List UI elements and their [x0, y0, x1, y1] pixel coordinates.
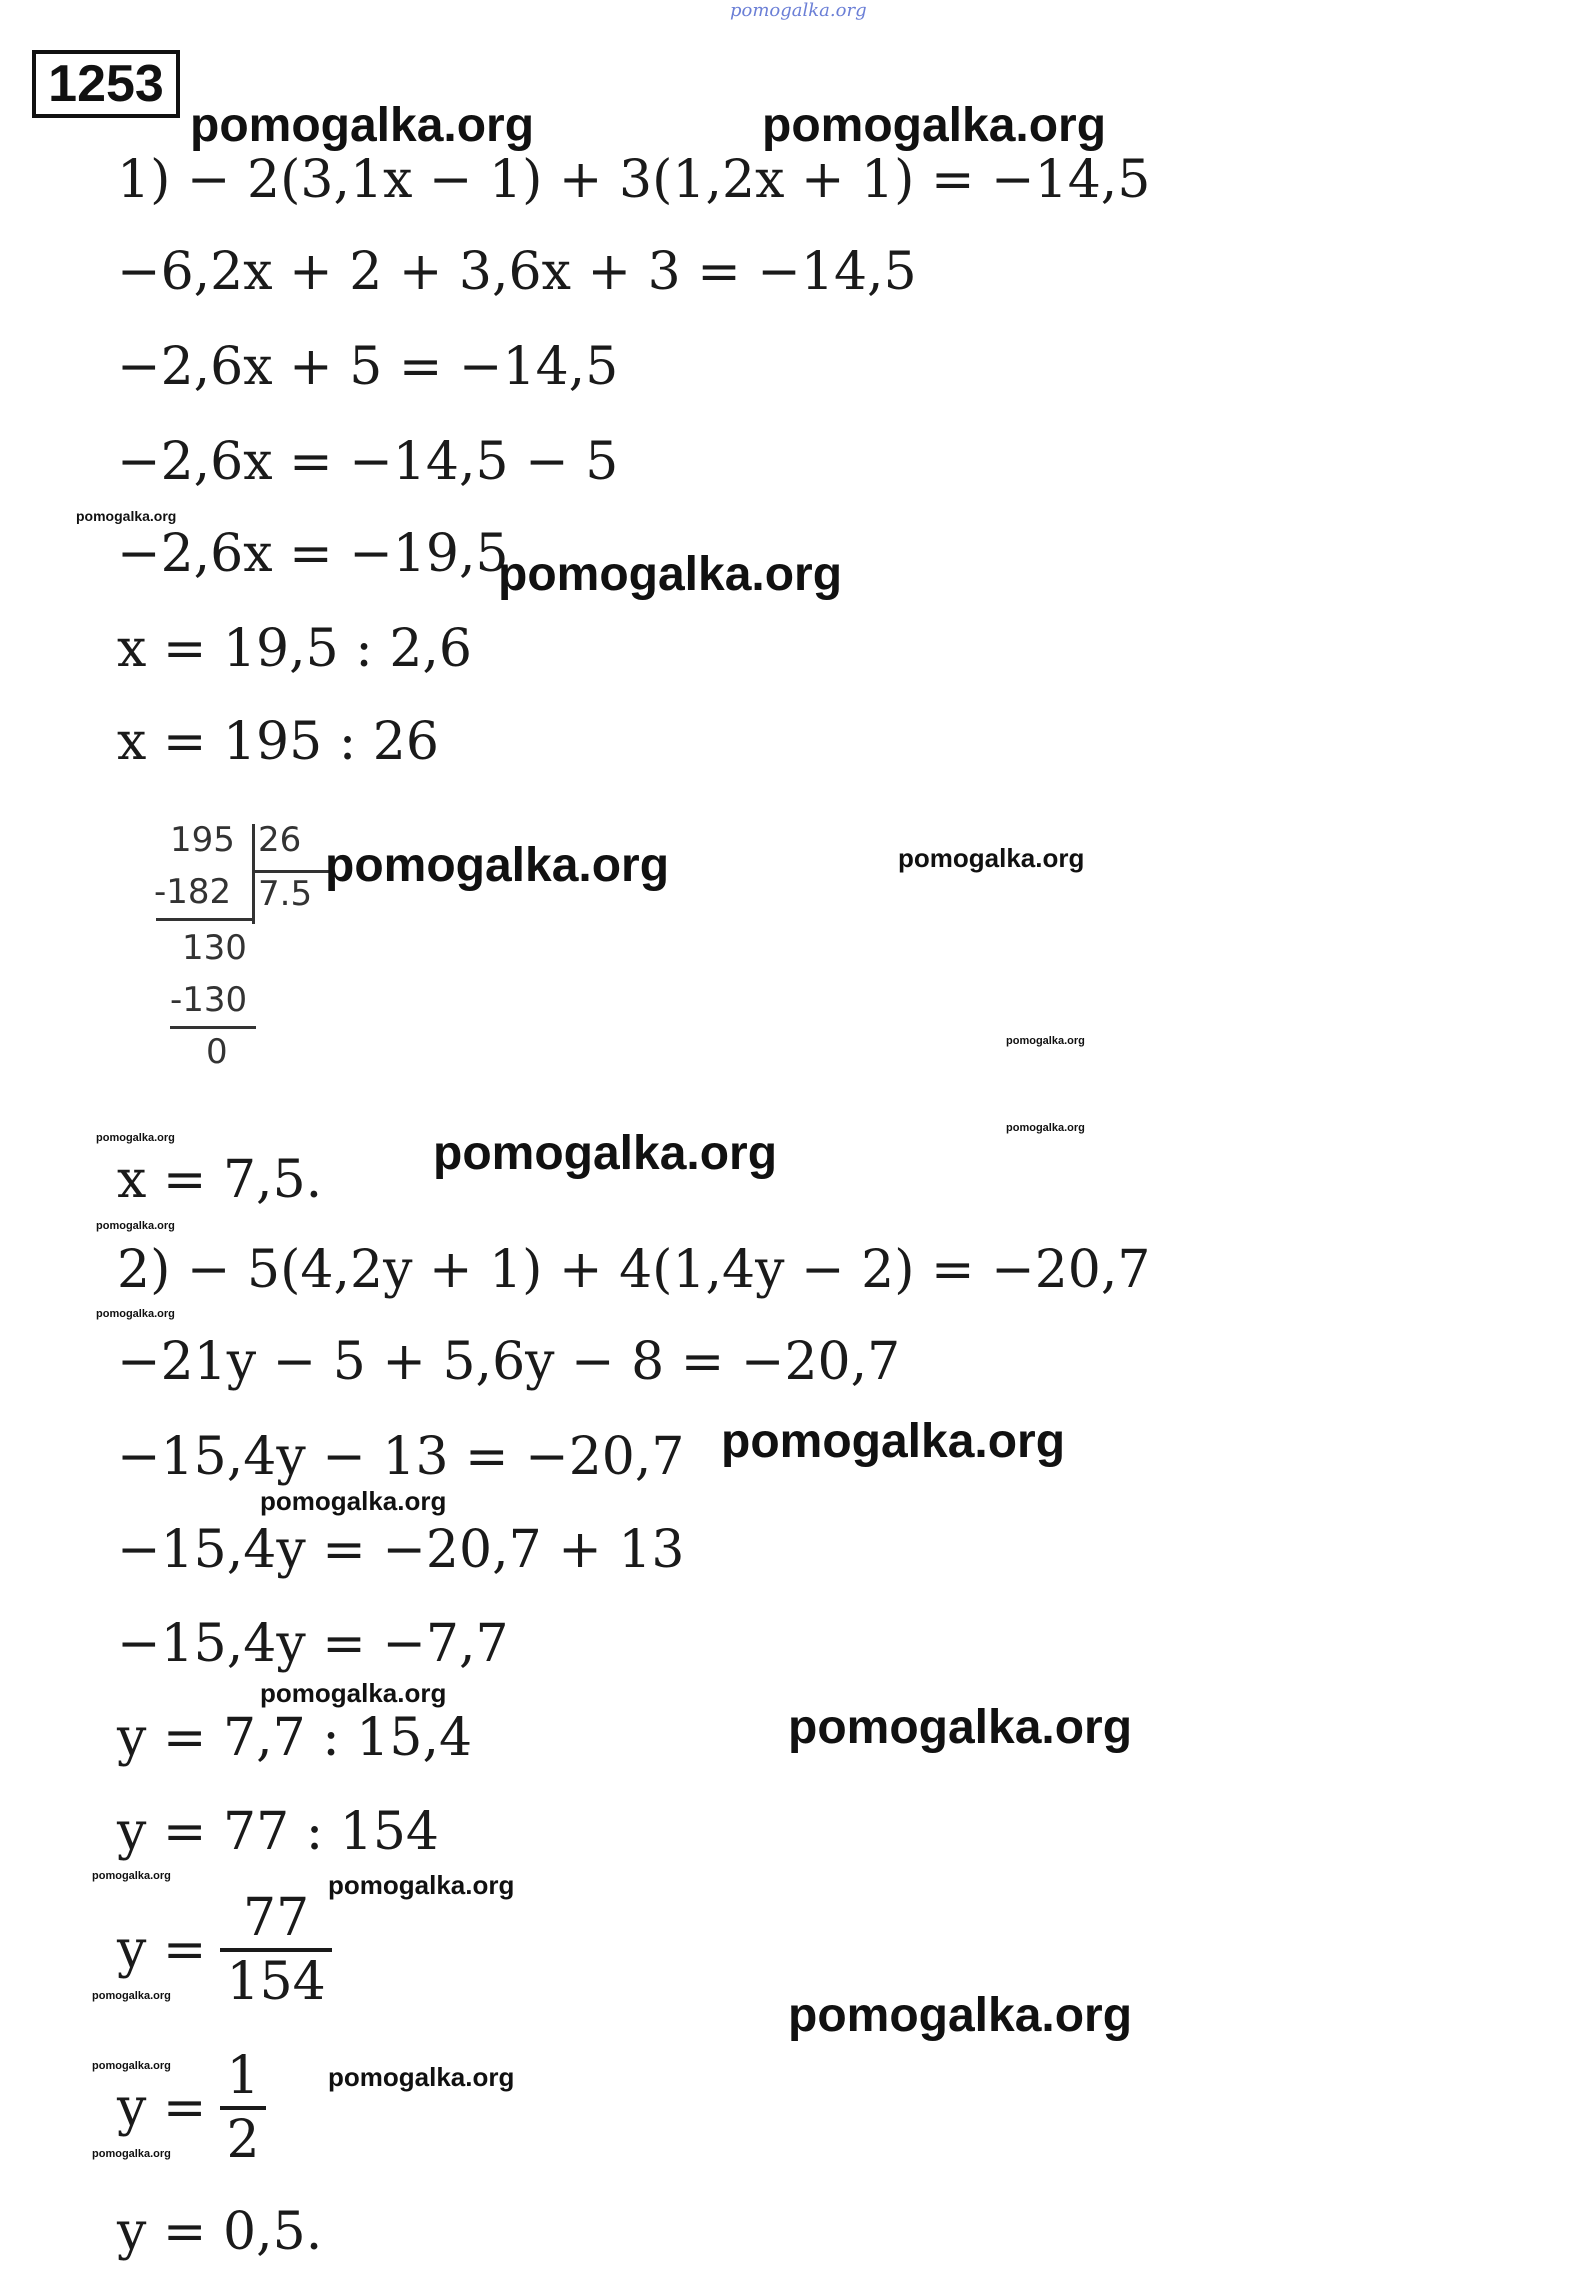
part2-line-3: −15,4y − 13 = −20,7	[117, 1427, 685, 1487]
part2-line-7: y = 77 : 154	[117, 1802, 440, 1862]
watermark: pomogalka.org	[1006, 1035, 1085, 1047]
division-divisor-line	[252, 870, 330, 873]
site-header-watermark: pomogalka.org	[730, 0, 867, 21]
watermark: pomogalka.org	[92, 2148, 171, 2160]
part1-line-7: x = 195 : 26	[117, 712, 439, 772]
fraction-1-lhs: y =	[117, 1920, 207, 1980]
watermark: pomogalka.org	[325, 839, 670, 892]
part1-line-1: 1) − 2(3,1x − 1) + 3(1,2x + 1) = −14,5	[117, 150, 1151, 210]
part2-answer: y = 0,5.	[117, 2202, 323, 2262]
watermark: pomogalka.org	[788, 1989, 1133, 2042]
part1-line-5: −2,6x = −19,5	[117, 524, 509, 584]
part1-line-3: −2,6x + 5 = −14,5	[117, 337, 619, 397]
part2-line-2: −21y − 5 + 5,6y − 8 = −20,7	[117, 1332, 901, 1392]
watermark: pomogalka.org	[721, 1415, 1066, 1468]
watermark: pomogalka.org	[96, 1308, 175, 1320]
part1-answer: x = 7,5.	[117, 1150, 323, 1210]
watermark: pomogalka.org	[328, 2062, 515, 2092]
part2-line-6: y = 7,7 : 15,4	[117, 1708, 473, 1768]
fraction-2-lhs: y =	[117, 2078, 207, 2138]
part1-line-6: x = 19,5 : 2,6	[117, 619, 473, 679]
watermark: pomogalka.org	[328, 1870, 515, 1900]
fraction-2	[220, 2046, 265, 2170]
fraction-1-denominator: 154	[220, 1948, 331, 2012]
watermark: pomogalka.org	[260, 1678, 447, 1708]
watermark: pomogalka.org	[433, 1127, 778, 1180]
division-line-2	[170, 1026, 256, 1029]
division-quotient: 7.5	[258, 874, 313, 914]
problem-number: 1253	[32, 50, 180, 118]
watermark: pomogalka.org	[92, 1870, 171, 1882]
division-vertical-bar	[252, 824, 255, 924]
division-line-1	[156, 918, 252, 921]
watermark: pomogalka.org	[96, 1220, 175, 1232]
watermark: pomogalka.org	[260, 1486, 447, 1516]
division-remainder-1: 130	[182, 928, 247, 968]
fraction-2-numerator: 1	[226, 2046, 260, 2106]
watermark: pomogalka.org	[1006, 1122, 1085, 1134]
watermark: pomogalka.org	[92, 2060, 171, 2072]
watermark: pomogalka.org	[788, 1701, 1133, 1754]
watermark: pomogalka.org	[92, 1990, 171, 2002]
division-subtract-2: -130	[170, 980, 248, 1020]
watermark: pomogalka.org	[898, 843, 1085, 873]
division-dividend: 195	[170, 820, 235, 860]
division-subtract-1: -182	[154, 872, 232, 912]
part2-line-1: 2) − 5(4,2y + 1) + 4(1,4y − 2) = −20,7	[117, 1240, 1151, 1300]
part2-line-4: −15,4y = −20,7 + 13	[117, 1520, 685, 1580]
fraction-1	[220, 1888, 331, 2012]
watermark: pomogalka.org	[762, 99, 1107, 152]
fraction-2-denominator: 2	[220, 2106, 265, 2170]
long-division	[150, 820, 330, 1090]
fraction-1-numerator: 77	[243, 1888, 310, 1948]
watermark: pomogalka.org	[190, 99, 535, 152]
watermark: pomogalka.org	[96, 1132, 175, 1144]
division-divisor: 26	[258, 820, 302, 860]
part2-line-5: −15,4y = −7,7	[117, 1614, 509, 1674]
watermark: pomogalka.org	[76, 508, 177, 524]
watermark: pomogalka.org	[498, 548, 843, 601]
part1-line-2: −6,2x + 2 + 3,6x + 3 = −14,5	[117, 242, 917, 302]
division-remainder-2: 0	[206, 1032, 228, 1072]
part1-line-4: −2,6x = −14,5 − 5	[117, 432, 619, 492]
